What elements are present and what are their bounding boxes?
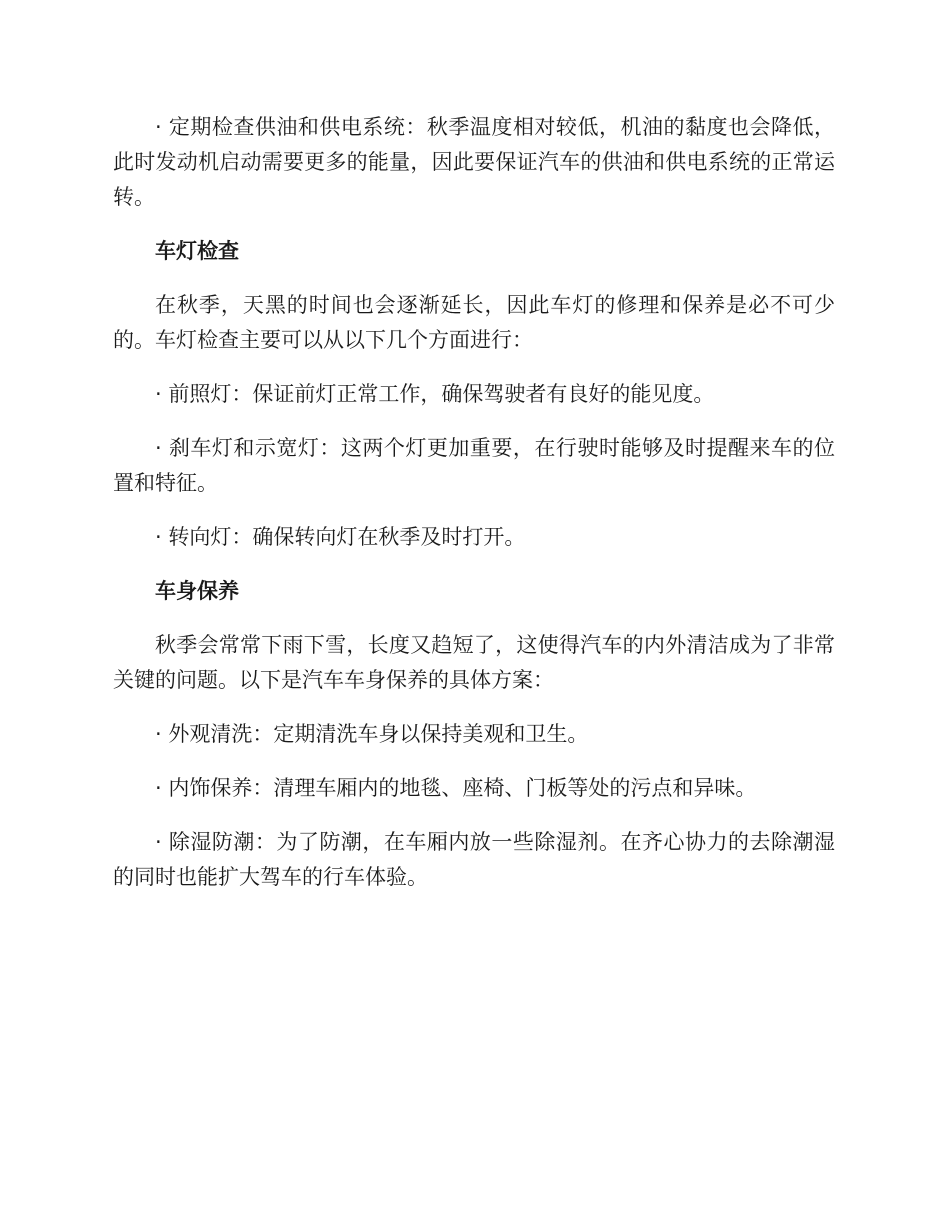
paragraph-interior-care: · 内饰保养：清理车厢内的地毯、座椅、门板等处的污点和异味。 [155,776,757,800]
paragraph-headlights: · 前照灯：保证前灯正常工作，确保驾驶者有良好的能见度。 [155,382,715,406]
paragraph-exterior-wash: · 外观清洗：定期清洗车身以保持美观和卫生。 [155,722,589,746]
section-heading-body-care: 车身保养 [155,579,239,603]
paragraph-lights-intro: 在秋季，天黑的时间也会逐渐延长，因此车灯的修理和保养是必不可少的。车灯检查主要可以从以下几个方面进行： [113,293,835,352]
document-body [113,110,835,914]
paragraph-dehumidify: · 除湿防潮：为了防潮，在车厢内放一些除湿剂。在齐心协力的去除潮湿的同时也能扩大驾车的行车体验。 [113,830,835,889]
paragraph-turn-signals: · 转向灯：确保转向灯在秋季及时打开。 [155,525,526,549]
section-heading-lights: 车灯检查 [155,239,239,263]
paragraph-fuel-power-check: · 定期检查供油和供电系统：秋季温度相对较低，机油的黏度也会降低，此时发动机启动需要更多的能量，因此要保证汽车的供油和供电系统的正常运转。 [113,115,835,209]
paragraph-brake-width-lights: · 刹车灯和示宽灯：这两个灯更加重要，在行驶时能够及时提醒来车的位置和特征。 [113,436,835,495]
paragraph-body-care-intro: 秋季会常常下雨下雪，长度又趋短了，这使得汽车的内外清洁成为了非常关键的问题。以下是汽车车身保养的具体方案： [113,633,835,692]
